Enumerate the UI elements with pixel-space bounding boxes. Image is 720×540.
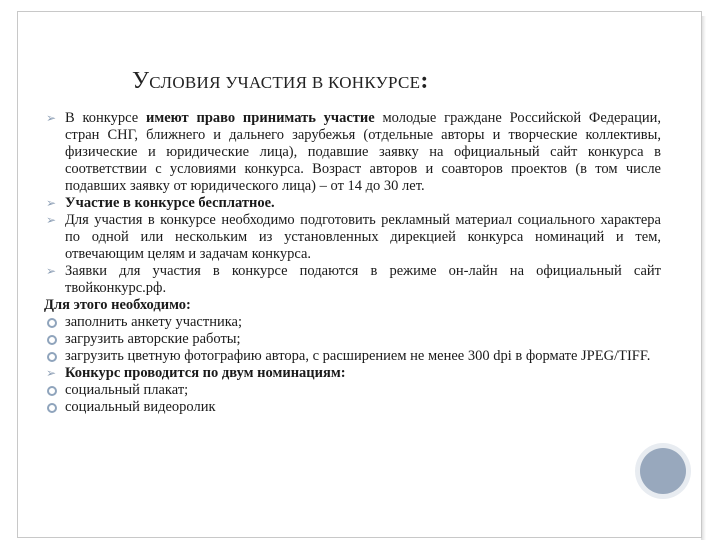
list-item-text: молодые граждане Российской Федерации, стран СНГ, ближнего и дальнего зарубежья (отдельные авторы и творческие коллективы, физические и юридические лица), подавшие заявку на официальный сайт конкурса в соответствии с условиями конкурса. Возраст авторов и соавторов проектов (в том числе подавших заявку от юридического лица) – от 14 до 30 лет. [65,110,661,194]
list-item-text: социальный плакат; [65,382,189,398]
list-item-text: В конкурсе [65,110,146,126]
list-item-text: загрузить авторские работы; [65,331,241,347]
list-item [44,365,661,382]
list-item [44,399,661,416]
list-item [44,348,661,365]
title-rest: СЛОВИЯ УЧАСТИЯ В КОНКУРСЕ [149,73,421,92]
title-colon: : [420,68,429,94]
arrow-icon: ➢ [45,213,57,227]
ring-icon [44,332,58,347]
list-item-text: Участие в конкурсе бесплатное. [65,195,275,211]
ring-icon [44,383,58,398]
ring-icon [44,400,58,415]
list-item [44,331,661,348]
list-item-text: загрузить цветную фотографию автора, с расширением не менее 300 dpi в формате JPEG/TIFF. [65,348,651,364]
arrow-icon: ➢ [45,111,57,125]
list-item-text: имеют право принимать участие [146,110,375,126]
arrow-icon: ➢ [45,264,57,278]
list-item [44,314,661,331]
title-first-letter: У [132,68,150,94]
list-item-text: Для этого необходимо: [44,297,191,313]
content-list [44,110,661,416]
list-item [44,212,661,263]
decorative-circle [640,448,686,494]
list-item-text: Конкурс проводится по двум номинациям: [65,365,346,381]
list-item [44,297,661,314]
list-item-text: Для участия в конкурсе необходимо подготовить рекламный материал социального характера по одной или нескольким из установленных дирекцией конкурса номинаций и тем, отвечающим целям и задачам конкурса. [65,212,661,262]
list-item-text: Заявки для участия в конкурсе подаются в режиме он-лайн на официальный сайт твойконкурс.рф. [65,263,661,296]
list-item-text: социальный видеоролик [65,399,216,415]
arrow-icon: ➢ [45,196,57,210]
list-item-text: заполнить анкету участника; [65,314,243,330]
list-item [44,110,661,195]
list-item [44,382,661,399]
list-item [44,195,661,212]
arrow-icon: ➢ [45,366,57,380]
ring-icon [44,315,58,330]
list-item [44,263,661,297]
slide-title [132,68,429,95]
ring-icon [44,349,58,364]
